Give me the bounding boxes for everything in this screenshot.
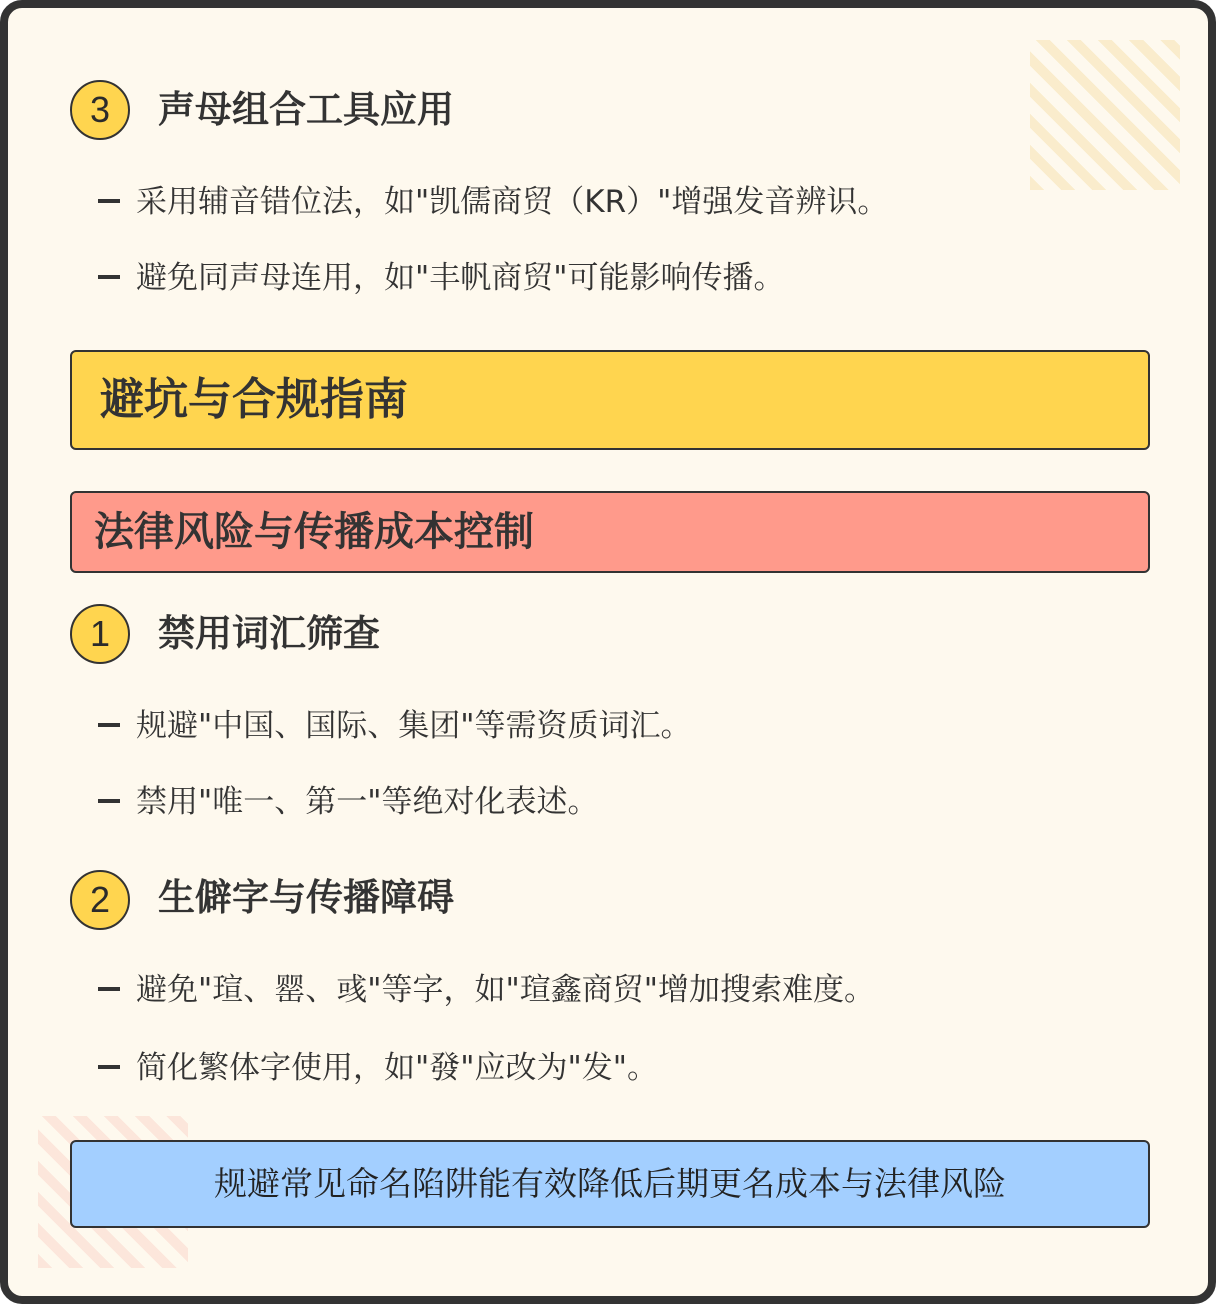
dash-bullet-icon	[98, 723, 120, 727]
sub-section-banner: 法律风险与传播成本控制	[70, 491, 1150, 573]
list-item	[98, 1046, 658, 1090]
section-title-rare-chars: 生僻字与传播障碍	[158, 876, 454, 919]
list-item	[98, 780, 599, 824]
section-title-forbidden: 禁用词汇筛查	[158, 612, 380, 655]
section-number-badge: 3	[70, 80, 130, 140]
section-title-pinyin: 声母组合工具应用	[158, 88, 454, 131]
section-number-badge: 1	[70, 604, 130, 664]
list-item	[98, 704, 692, 748]
list-item-text: 避免同声母连用，如"丰帆商贸"可能影响传播。	[136, 260, 785, 296]
list-item	[98, 180, 888, 224]
dash-bullet-icon	[98, 199, 120, 203]
list-item	[98, 968, 875, 1012]
list-item-text: 简化繁体字使用，如"發"应改为"发"。	[136, 1050, 659, 1086]
list-item-text: 禁用"唯一、第一"等绝对化表述。	[136, 784, 599, 820]
list-item-text: 规避"中国、国际、集团"等需资质词汇。	[136, 708, 692, 744]
section-number-badge: 2	[70, 870, 130, 930]
decorative-stripes-top-right	[1030, 40, 1180, 190]
list-item-text: 采用辅音错位法，如"凯儒商贸（KR）"增强发音辨识。	[136, 184, 889, 220]
footer-note: 规避常见命名陷阱能有效降低后期更名成本与法律风险	[70, 1140, 1150, 1228]
dash-bullet-icon	[98, 987, 120, 991]
list-item	[98, 256, 785, 300]
main-section-banner: 避坑与合规指南	[70, 350, 1150, 450]
dash-bullet-icon	[98, 1065, 120, 1069]
dash-bullet-icon	[98, 799, 120, 803]
list-item-text: 避免"瑄、罂、彧"等字，如"瑄鑫商贸"增加搜索难度。	[136, 972, 876, 1008]
dash-bullet-icon	[98, 275, 120, 279]
